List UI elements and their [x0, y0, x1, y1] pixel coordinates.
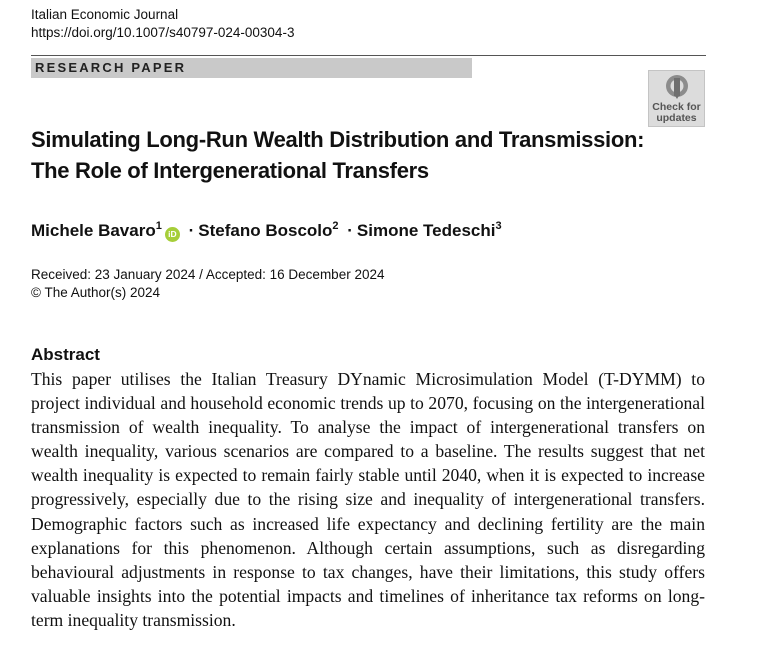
crossmark-icon [665, 74, 689, 100]
author-separator: · [347, 221, 353, 240]
author-affiliation-2: 2 [332, 220, 339, 232]
badge-line-1: Check for [652, 101, 701, 113]
author-name-3[interactable]: Simone Tedeschi [356, 221, 496, 240]
submission-dates: Received: 23 January 2024 / Accepted: 16 December 2024 [31, 267, 385, 282]
copyright-notice: © The Author(s) 2024 [31, 285, 161, 300]
abstract-text: This paper utilises the Italian Treasury DYnamic Microsimulation Model (T-DYMM) to project individual and household economic trends up to 2070, focusing on the intergenerational transmission of wealth inequality. To analyse the impact of intergenerational transfers on wealth inequality, various scenarios are compared to a baseline. The results suggest that net wealth inequality is expected to remain fairly stable until 2040, when it is expected to increase progressively, especially due to the rising size and inequality of intergenerational transfers. Demographic factors such as increased life expectancy and declining fertility are the main explanations for this phenomenon. Although certain assumptions, such as disregarding behavioural adjustments in response to tax changes, have their limitations, this study offers valuable insights into the potential impacts and timelines of inheritance tax reforms on long-term inequality transmission. [31, 369, 705, 630]
author-list [31, 214, 502, 243]
article-type-banner: RESEARCH PAPER [31, 58, 472, 78]
abstract-heading: Abstract [31, 345, 100, 364]
author-name-2[interactable]: Stefano Boscolo [198, 221, 333, 240]
doi-link[interactable]: https://doi.org/10.1007/s40797-024-00304-3 [31, 25, 295, 40]
author-affiliation-3: 3 [495, 220, 502, 232]
orcid-icon[interactable]: iD [165, 227, 180, 242]
badge-line-2: updates [656, 112, 697, 124]
author-name-1[interactable]: Michele Bavaro [31, 221, 156, 240]
journal-name: Italian Economic Journal [31, 7, 179, 22]
author-affiliation-1: 1 [155, 220, 162, 232]
paper-title: Simulating Long-Run Wealth Distribution and Transmission: The Role of Intergenerational Transfers [31, 127, 645, 183]
header-divider [31, 55, 706, 56]
author-separator: · [188, 221, 195, 240]
check-for-updates-button[interactable] [648, 70, 705, 127]
